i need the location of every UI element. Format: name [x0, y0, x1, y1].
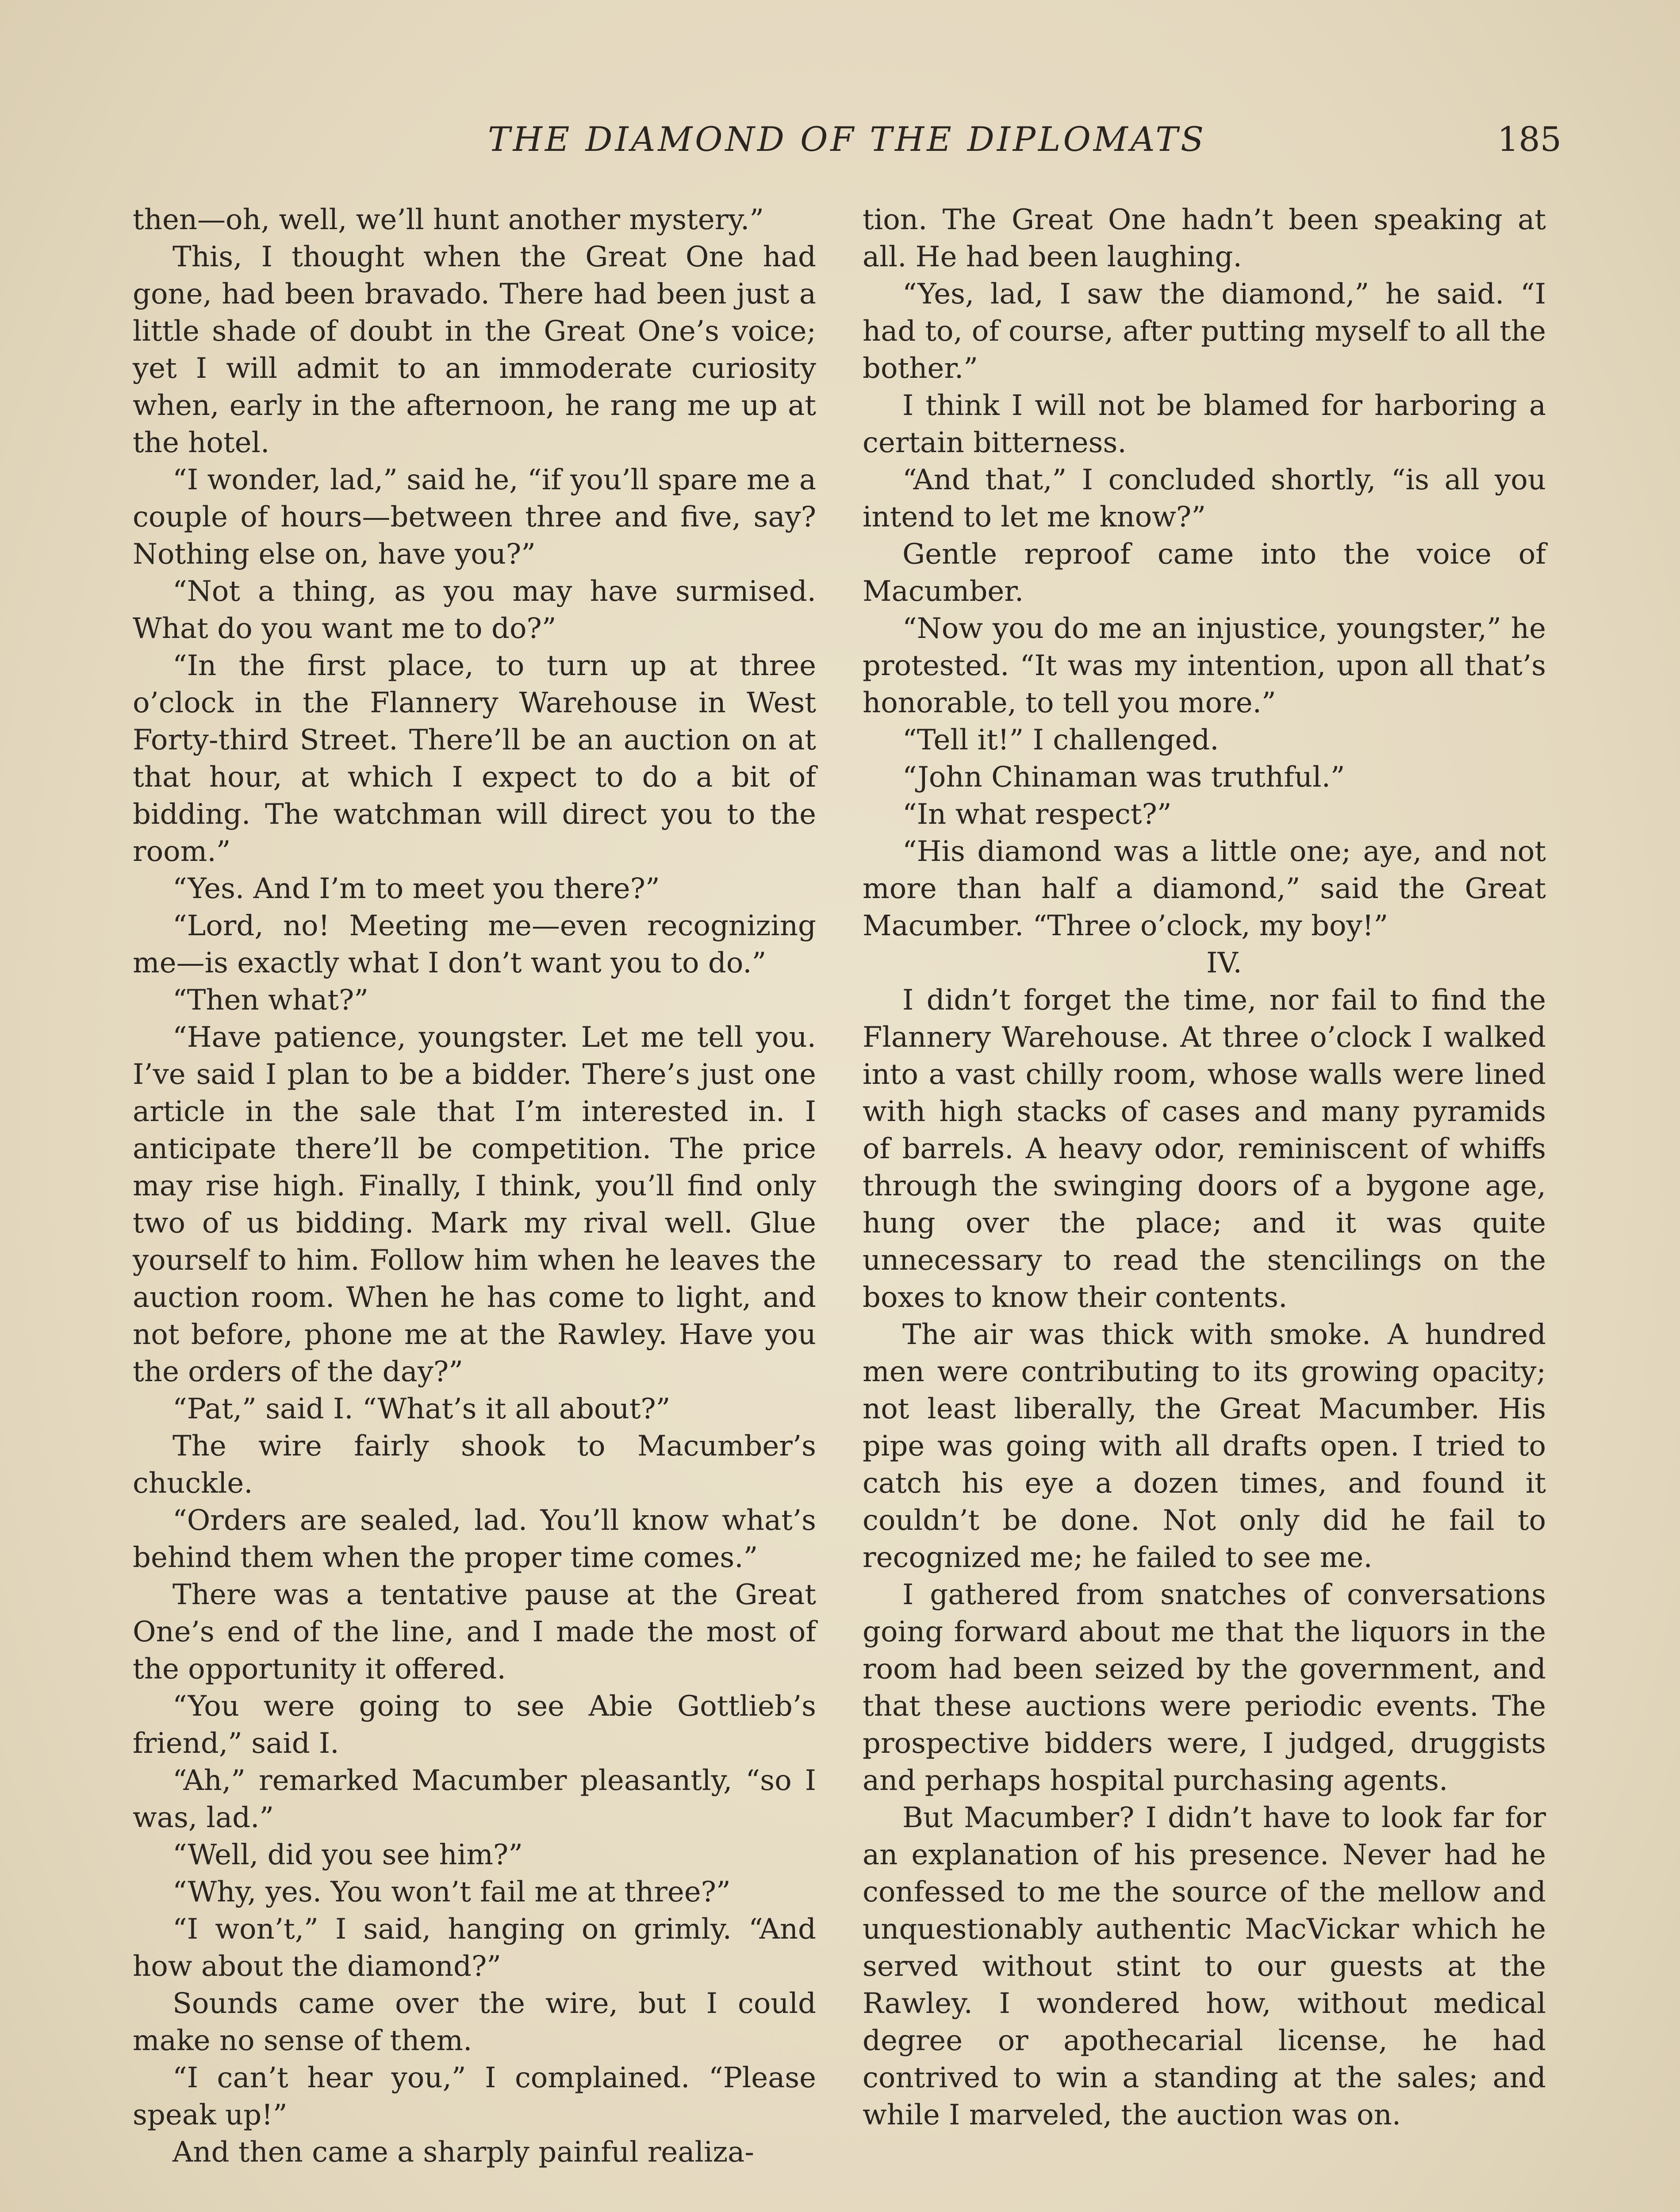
paragraph: “Now you do me an injustice, youngster,” he protested. “It was my intention, upon all that’s honorable, to tell you more.” [863, 612, 1546, 719]
paragraph: “Tell it!” I challenged. [902, 724, 1219, 757]
paragraph: “In what respect?” [902, 798, 1172, 831]
right-column [863, 201, 1546, 2134]
paragraph: The air was thick with smoke. A hundred men were contributing to its growing opacity; not least liberally, the Great Macumber. His pipe was going with all drafts open. I tried to catch his eye a dozen times, and found it couldn’t be done. Not only did he fail to recognized me; he failed to see me. [863, 1318, 1546, 1574]
paragraph: “I can’t hear you,” I complained. “Please speak up!” [133, 2062, 816, 2131]
paragraph: “Pat,” said I. “What’s it all about?” [173, 1393, 671, 1425]
paragraph: “Well, did you see him?” [173, 1839, 523, 1871]
paragraph: tion. The Great One hadn’t been speaking at all. He had been laughing. [863, 204, 1546, 273]
section-heading: IV. [1206, 947, 1242, 979]
paragraph: “Yes. And I’m to meet you there?” [173, 872, 660, 905]
paragraph: “I wonder, lad,” said he, “if you’ll spare me a couple of hours—between three and five, say? Nothing else on, have you?” [133, 464, 816, 571]
paragraph: “You were going to see Abie Gottlieb’s friend,” said I. [133, 1690, 816, 1760]
paragraph: This, I thought when the Great One had gone, had been bravado. There had been just a little shade of doubt in the Great One’s voice; yet I will admit to an immoderate curiosity when, early in the afternoon, he rang me up at the hotel. [133, 241, 816, 459]
paragraph: “Then what?” [173, 984, 368, 1017]
paragraph: Sounds came over the wire, but I could make no sense of them. [133, 1987, 816, 2057]
paragraph: Gentle reproof came into the voice of Macumber. [863, 538, 1546, 608]
paragraph: “John Chinaman was truthful.” [902, 761, 1345, 794]
paragraph: The wire fairly shook to Macumber’s chuckle. [133, 1430, 816, 1500]
paragraph: “I won’t,” I said, hanging on grimly. “And how about the diamond?” [133, 1913, 816, 1983]
paragraph: I gathered from snatches of conversations going forward about me that the liquors in the room had been seized by the government, and that these auctions were periodic events. The prospective bidders were, I judged, druggists and perhaps hospital purchasing agents. [863, 1578, 1546, 1797]
paragraph: There was a tentative pause at the Great One’s end of the line, and I made the most of the opportunity it offered. [133, 1578, 816, 1686]
paragraph: “His diamond was a little one; aye, and not more than half a diamond,” said the Great Macumber. “Three o’clock, my boy!” [863, 835, 1546, 942]
paragraph: “Have patience, youngster. Let me tell you. I’ve said I plan to be a bidder. There’s just one article in the sale that I’m interested in. I anticipate there’ll be competition. The price may rise high. Finally, I think, you’ll find only two of us bidding. Mark my rival well. Glue yourself to him. Follow him when he leaves the auction room. When he has come to light, and not before, phone me at the Rawley. Have you the orders of the day?” [133, 1021, 816, 1388]
paragraph: “Why, yes. You won’t fail me at three?” [173, 1876, 731, 1909]
paragraph: I didn’t forget the time, nor fail to find the Flannery Warehouse. At three o’clock I walked into a vast chilly room, whose walls were lined with high stacks of cases and many pyramids of barrels. A heavy odor, reminiscent of whiffs through the swinging doors of a bygone age, hung over the place; and it was quite unnecessary to read the stencilings on the boxes to know their contents. [863, 984, 1546, 1314]
paragraph: But Macumber? I didn’t have to look far for an explanation of his presence. Never had he confessed to me the source of the mellow and unquestionably authentic MacVickar which he served without stint to our guests at the Rawley. I wondered how, without medical degree or apothecarial license, he had contrived to win a standing at the sales; and while I marveled, the auction was on. [863, 1801, 1546, 2131]
page-header [133, 119, 1561, 168]
paragraph: “Ah,” remarked Macumber pleasantly, “so I was, lad.” [133, 1764, 816, 1834]
running-title: THE DIAMOND OF THE DIPLOMATS [487, 119, 1207, 159]
paragraph: And then came a sharply painful realiza- [173, 2136, 754, 2169]
paragraph: “Not a thing, as you may have surmised. What do you want me to do?” [133, 575, 816, 645]
paragraph: I think I will not be blamed for harboring a certain bitterness. [863, 389, 1546, 459]
left-column [133, 201, 816, 2171]
paragraph: then—oh, well, we’ll hunt another mystery.” [133, 204, 764, 236]
paragraph: “Lord, no! Meeting me—even recognizing me—is exactly what I don’t want you to do.” [133, 910, 816, 979]
page-number: 185 [1497, 119, 1561, 159]
paragraph: “Orders are sealed, lad. You’ll know what’s behind them when the proper time comes.” [133, 1504, 816, 1574]
paragraph: “And that,” I concluded shortly, “is all you intend to let me know?” [863, 464, 1546, 534]
paragraph: “In the first place, to turn up at three o’clock in the Flannery Warehouse in West Forty-third Street. There’ll be an auction on at that hour, at which I expect to do a bit of bidding. The watchman will direct you to the room.” [133, 649, 816, 868]
paragraph: “Yes, lad, I saw the diamond,” he said. “I had to, of course, after putting myself to all the bother.” [863, 278, 1546, 385]
